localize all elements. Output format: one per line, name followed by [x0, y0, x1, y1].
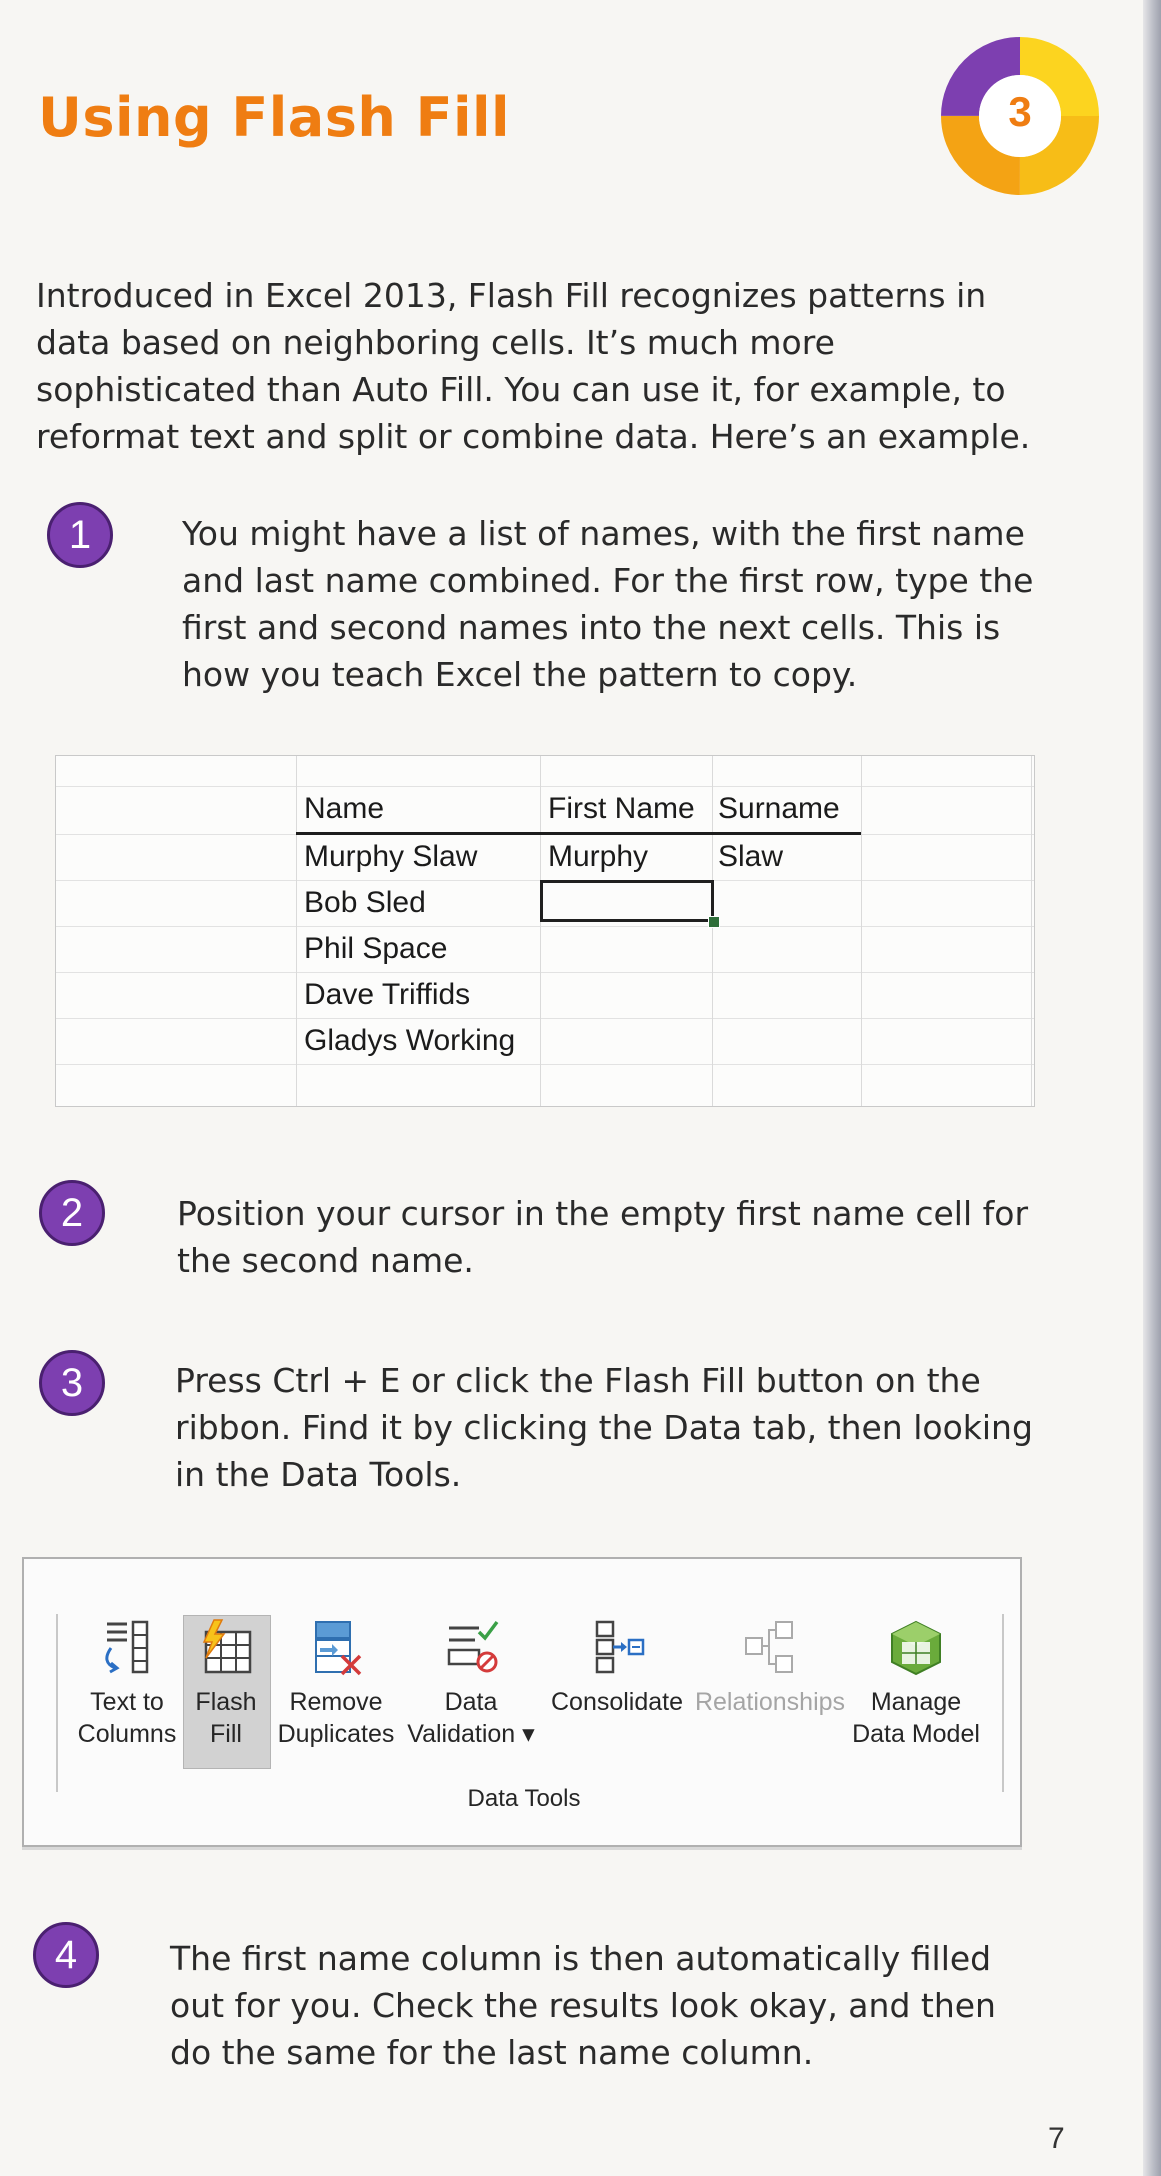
cell-name-5[interactable]: Gladys Working	[304, 1024, 516, 1057]
manage-data-model-label-1: Manage	[870, 1688, 962, 1716]
data-validation-label-2: Validation ▾	[407, 1720, 535, 1748]
cell-name-3[interactable]: Phil Space	[304, 932, 448, 965]
page-title: Using Flash Fill	[38, 86, 511, 149]
data-validation-button[interactable]	[404, 1618, 538, 1750]
flash-fill-icon	[196, 1618, 256, 1678]
cell-name-4[interactable]: Dave Triffids	[304, 978, 471, 1011]
relationships-label: Relationships	[694, 1688, 846, 1716]
relationships-icon	[740, 1618, 800, 1678]
text-to-columns-label-2: Columns	[77, 1720, 177, 1748]
flash-fill-label-1: Flash	[195, 1688, 257, 1716]
step-4-text: The first name column is then automatically filled out for you. Check the results look okay, and then do the same for the last name column.	[170, 1939, 996, 2072]
cell-name-2[interactable]: Bob Sled	[304, 886, 426, 919]
header-first-name: First Name	[548, 792, 695, 825]
page-edge	[1143, 0, 1161, 2176]
relationships-button[interactable]	[688, 1618, 852, 1718]
fill-handle[interactable]	[708, 916, 720, 928]
cell-name-1[interactable]: Murphy Slaw	[304, 840, 478, 873]
flash-fill-label-2: Fill	[210, 1720, 242, 1748]
chapter-number: 3	[1008, 88, 1032, 135]
remove-duplicates-button[interactable]	[270, 1618, 402, 1750]
remove-duplicates-icon	[306, 1618, 366, 1678]
text-to-columns-icon	[97, 1618, 157, 1678]
manage-data-model-button[interactable]	[842, 1618, 990, 1750]
intro-paragraph: Introduced in Excel 2013, Flash Fill recognizes patterns in data based on neighboring cells. It’s much more sophisticated than Auto Fill. You can use it, for example, to reformat text and split or combine data. Here’s an example.	[36, 276, 1031, 456]
data-validation-label-1: Data	[444, 1688, 498, 1716]
manage-data-model-label-2: Data Model	[852, 1720, 980, 1748]
spreadsheet	[55, 755, 1035, 1107]
consolidate-icon	[587, 1618, 647, 1678]
remove-duplicates-label-2: Duplicates	[277, 1720, 395, 1748]
text-to-columns-label-1: Text to	[90, 1688, 164, 1716]
active-cell-selection[interactable]	[540, 880, 714, 922]
step-2-text: Position your cursor in the empty first name cell for the second name.	[177, 1194, 1029, 1280]
step-4-badge: 4	[33, 1922, 99, 1988]
consolidate-button[interactable]	[542, 1618, 692, 1718]
page-number: 7	[1048, 2122, 1065, 2155]
cell-first-name-1[interactable]: Murphy	[548, 840, 649, 873]
flash-fill-button[interactable]	[183, 1618, 269, 1750]
step-3-text: Press Ctrl + E or click the Flash Fill button on the ribbon. Find it by clicking the Data tab, then looking in the Data Tools.	[175, 1361, 1033, 1494]
chapter-badge	[940, 36, 1100, 196]
consolidate-label: Consolidate	[550, 1688, 684, 1716]
remove-duplicates-label-1: Remove	[289, 1688, 383, 1716]
step-2-badge: 2	[39, 1180, 105, 1246]
data-validation-icon	[441, 1618, 501, 1678]
text-to-columns-button[interactable]	[72, 1618, 182, 1750]
step-1-badge: 1	[47, 502, 113, 568]
step-3-badge: 3	[39, 1350, 105, 1416]
header-name: Name	[304, 792, 385, 825]
group-label: Data Tools	[467, 1785, 581, 1812]
manage-data-model-icon	[886, 1618, 946, 1678]
step-1-text: You might have a list of names, with the first name and last name combined. For the first row, type the first and second names into the next cells. This is how you teach Excel the pattern to copy.	[182, 514, 1034, 694]
header-surname: Surname	[718, 792, 840, 825]
cell-surname-1[interactable]: Slaw	[718, 840, 784, 873]
